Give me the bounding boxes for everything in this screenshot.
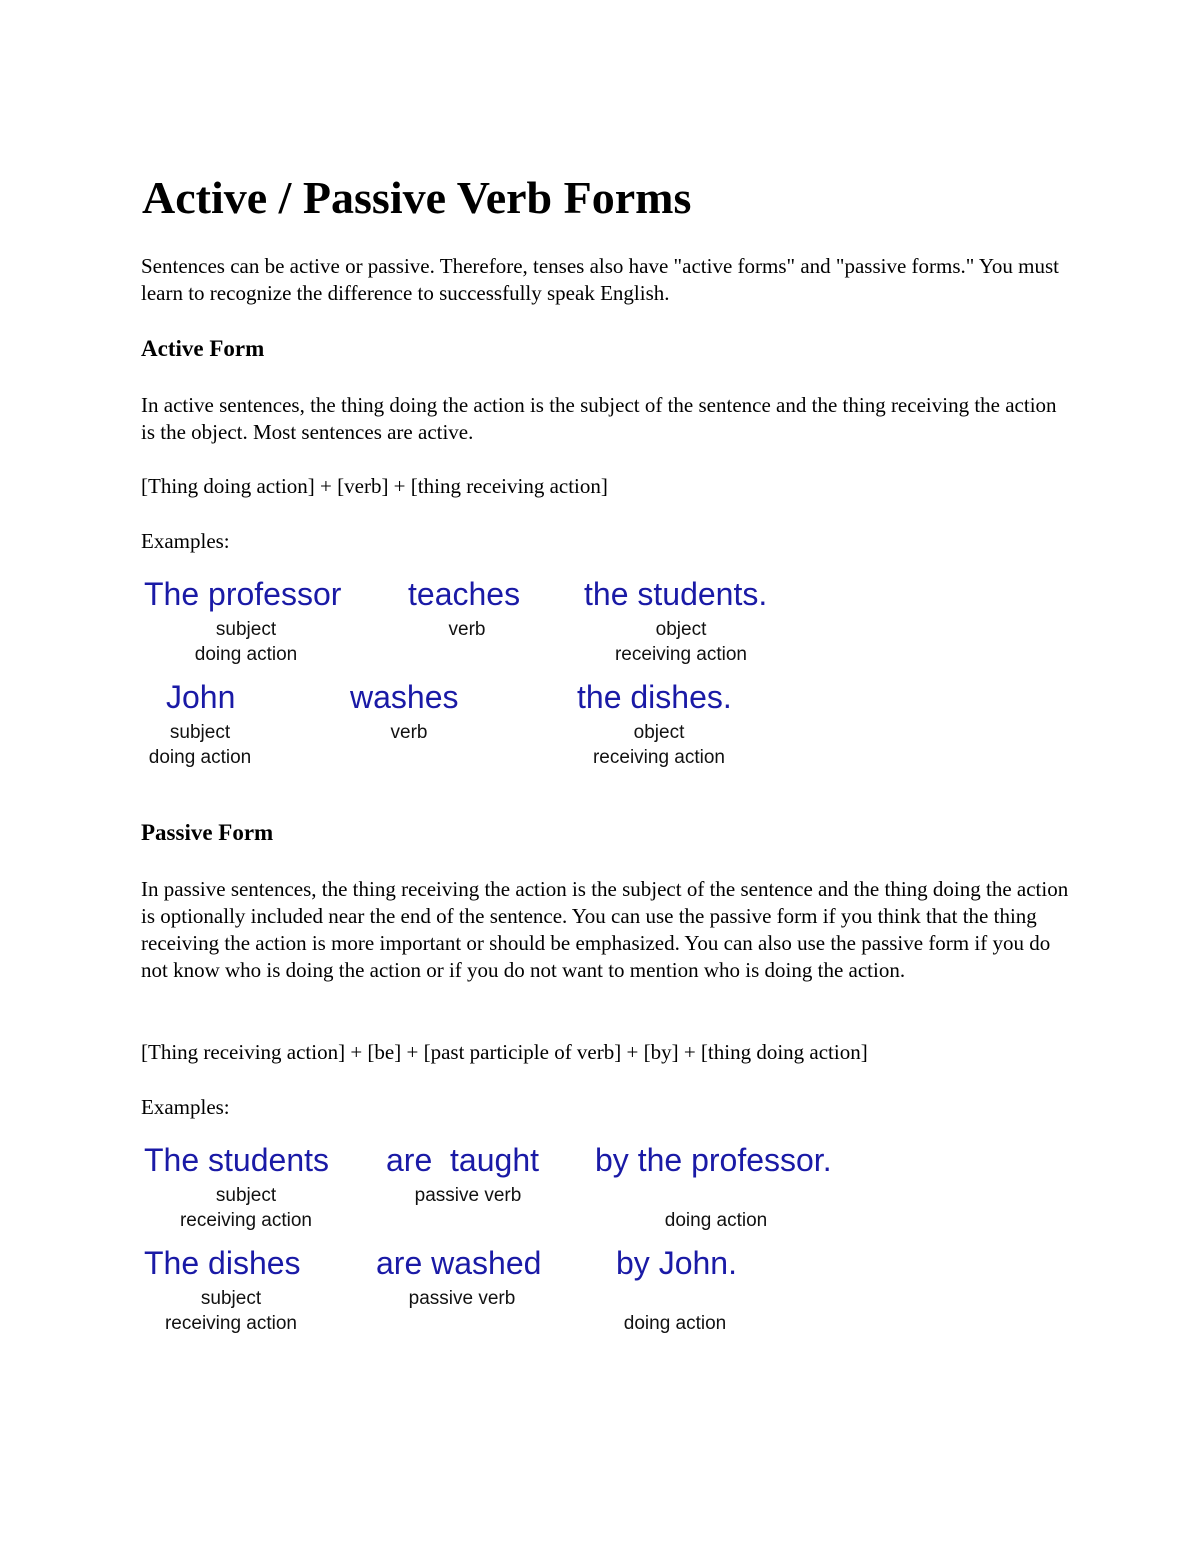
example-object: by the professor.: [595, 1142, 832, 1178]
example-object: the dishes.: [577, 679, 732, 715]
subject-role-note: receiving action: [164, 1313, 298, 1334]
passive-formula: [Thing receiving action] + [be] + [past participle of verb] + [by] + [thing doing action]: [141, 1040, 868, 1064]
subject-note: subject: [169, 722, 231, 743]
example-subject: John: [166, 679, 236, 715]
example-object: by John.: [616, 1245, 737, 1281]
object-role-note: doing action: [623, 1313, 727, 1334]
verb-note: passive verb: [408, 1288, 516, 1309]
example-verb: teaches: [408, 576, 521, 612]
example-verb: are washed: [376, 1245, 542, 1281]
active-formula: [Thing doing action] + [verb] + [thing receiving action]: [141, 474, 608, 498]
example-subject: The professor: [144, 576, 342, 612]
example-verb: are taught: [386, 1142, 539, 1178]
passive-examples-label: Examples:: [141, 1095, 230, 1119]
example-verb: washes: [350, 679, 459, 715]
subject-role-note: doing action: [194, 644, 298, 665]
active-examples-label: Examples:: [141, 529, 230, 553]
object-role-note: doing action: [664, 1210, 768, 1231]
object-note: object: [655, 619, 707, 640]
passive-description: In passive sentences, the thing receiving the action is the subject of the sentence and the thing doing the action is optionally included near the end of the sentence. You can use the passive form if you think that the thing receiving the action is more important or should be emphasized. You can also use the passive form if you do not know who is doing the action or if you do not want to mention who is doing the action.: [141, 877, 1069, 982]
object-role-note: receiving action: [614, 644, 748, 665]
subject-note: subject: [215, 1185, 277, 1206]
example-object: the students.: [584, 576, 768, 612]
subject-note: subject: [200, 1288, 262, 1309]
object-role-note: receiving action: [592, 747, 726, 768]
verb-note: verb: [448, 619, 486, 640]
verb-note: passive verb: [414, 1185, 522, 1206]
intro-paragraph: Sentences can be active or passive. Therefore, tenses also have "active forms" and "passive forms." You must learn to recognize the difference to successfully speak English.: [141, 254, 1059, 305]
page-title: Active / Passive Verb Forms: [142, 172, 692, 223]
subject-role-note: receiving action: [179, 1210, 313, 1231]
subject-role-note: doing action: [148, 747, 252, 768]
example-subject: The dishes: [144, 1245, 301, 1281]
subject-note: subject: [215, 619, 277, 640]
passive-form-heading: Passive Form: [141, 820, 274, 845]
example-subject: The students: [144, 1142, 329, 1178]
object-note: object: [633, 722, 685, 743]
active-form-heading: Active Form: [141, 336, 265, 361]
active-description: In active sentences, the thing doing the action is the subject of the sentence and the thing receiving the action is the object. Most sentences are active.: [141, 393, 1057, 444]
verb-note: verb: [390, 722, 428, 743]
